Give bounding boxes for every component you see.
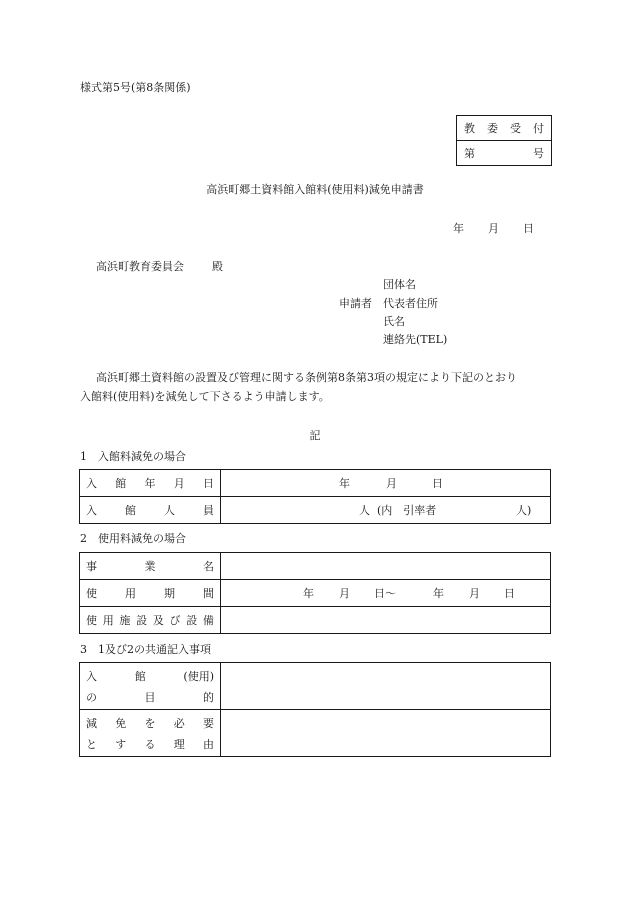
label-char: 的 [203, 690, 214, 704]
label-char: 由 [203, 737, 214, 751]
label-char: 及 [152, 614, 164, 627]
label-char: 日 [203, 477, 214, 490]
label-char: 員 [203, 504, 214, 517]
use-period-label [80, 580, 221, 607]
entry-count-leader: (内 引率者 [377, 504, 437, 517]
applicant-group: 団体名 [383, 278, 416, 291]
label-char: (使用) [183, 669, 214, 683]
event-name-field[interactable] [221, 553, 551, 580]
entry-date-field[interactable] [221, 470, 551, 497]
body-text-line1: 高浜町郷土資料館の設置及び管理に関する条例第8条第3項の規定により下記のとおり [96, 371, 517, 384]
entry-count-unit: 人 [359, 504, 370, 517]
section1-heading: 1 入館料減免の場合 [80, 450, 186, 463]
label-char: 間 [203, 587, 214, 600]
section2-heading: 2 使用料減免の場合 [80, 532, 186, 545]
label-char: 免 [115, 716, 127, 730]
label-char: 人 [164, 504, 175, 517]
event-name-label [80, 553, 221, 580]
entry-count-close: 人) [516, 504, 532, 517]
label-char: 必 [173, 716, 185, 730]
label-char: 館 [134, 669, 146, 683]
label-char: 年 [144, 477, 156, 490]
applicant-label: 申請者 [339, 297, 372, 310]
body-text-line2: 入館料(使用料)を減免して下さるよう申請します。 [80, 390, 330, 403]
label-char: 施 [119, 614, 131, 627]
label-char: 入 [86, 477, 97, 490]
label-char: 目 [144, 690, 156, 704]
label-char: 館 [125, 504, 136, 517]
applicant-name: 氏名 [383, 315, 405, 328]
label-char: 用 [102, 614, 114, 627]
label-char: と [86, 737, 97, 751]
label-char: 設 [136, 614, 148, 627]
label-char: 設 [186, 614, 198, 627]
label-char: 備 [202, 614, 214, 627]
receipt-number-suffix: 号 [533, 147, 544, 160]
label-char: 使 [86, 614, 97, 627]
form-number: 様式第5号(第8条関係) [80, 81, 191, 94]
receipt-number-prefix: 第 [464, 147, 475, 160]
label-char: の [86, 690, 97, 704]
date-month: 月 [488, 222, 499, 235]
entry-count-label [80, 497, 221, 524]
label-char: 期 [164, 587, 175, 600]
ki-mark: 記 [309, 429, 321, 442]
period-end-month: 月 [469, 587, 480, 600]
facility-field[interactable] [221, 607, 551, 634]
period-end-year: 年 [433, 587, 444, 600]
reason-label [80, 710, 221, 757]
label-char: 要 [203, 716, 214, 730]
period-start-month: 月 [339, 587, 350, 600]
label-char: す [115, 737, 127, 751]
entry-date-label [80, 470, 221, 497]
reason-field[interactable] [221, 710, 551, 757]
label-char: 使 [86, 587, 97, 600]
label-char: 業 [144, 560, 156, 573]
label-char: 理 [173, 737, 185, 751]
page-title: 高浜町郷土資料館入館料(使用料)減免申請書 [206, 183, 424, 196]
label-char: 減 [86, 716, 97, 730]
period-start-year: 年 [303, 587, 314, 600]
label-char: 名 [203, 560, 214, 573]
receipt-label-char: 委 [487, 122, 498, 135]
label-char: 用 [125, 587, 136, 600]
section2-table [79, 552, 551, 634]
purpose-label [80, 663, 221, 710]
receipt-box-number [457, 141, 552, 166]
label-char: 館 [115, 477, 127, 490]
purpose-field[interactable] [221, 663, 551, 710]
applicant-contact: 連絡先(TEL) [383, 333, 448, 346]
label-char: る [144, 737, 156, 751]
receipt-label-char: 受 [510, 122, 521, 135]
date-day: 日 [523, 222, 534, 235]
section3-table [79, 662, 551, 757]
entry-date-year: 年 [339, 477, 350, 490]
addressee: 高浜町教育委員会 [96, 260, 184, 273]
label-char: 月 [173, 477, 185, 490]
receipt-box [456, 115, 552, 166]
period-end-day: 日 [504, 587, 515, 600]
label-char: び [169, 614, 181, 627]
period-start-day: 日～ [374, 587, 396, 600]
entry-date-month: 月 [386, 477, 397, 490]
section3-heading: 3 1及び2の共通記入事項 [80, 643, 211, 656]
entry-date-day: 日 [432, 477, 443, 490]
receipt-label-char: 教 [464, 122, 475, 135]
honorific: 殿 [212, 260, 223, 273]
label-char: 入 [86, 504, 97, 517]
date-year: 年 [453, 222, 464, 235]
label-char: 事 [86, 560, 97, 573]
label-char: 入 [86, 669, 97, 683]
entry-count-field[interactable] [221, 497, 551, 524]
receipt-label-char: 付 [533, 122, 544, 135]
receipt-box-label [457, 116, 552, 141]
label-char: を [144, 716, 156, 730]
facility-label [80, 607, 221, 634]
section1-table [79, 469, 551, 524]
use-period-field[interactable] [221, 580, 551, 607]
applicant-address: 代表者住所 [383, 297, 438, 310]
